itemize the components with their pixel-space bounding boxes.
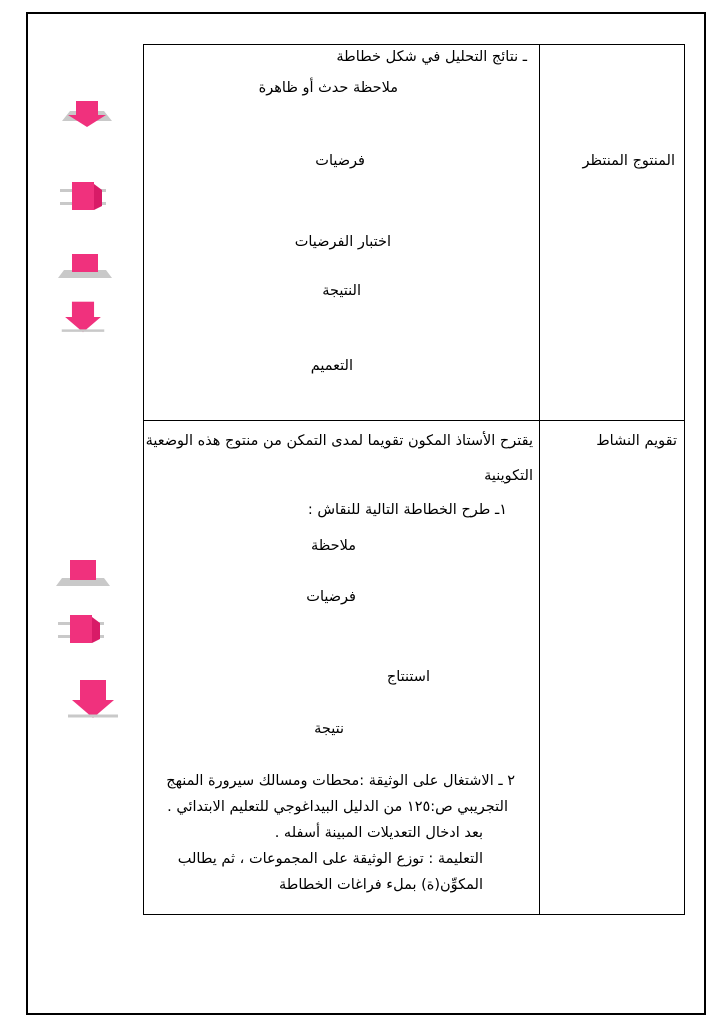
row2-step-conclusion: استنتاج [386, 669, 430, 685]
down-arrow-icon [58, 97, 116, 131]
row2-step-result: نتيجة [314, 721, 344, 737]
row2-intro-line1: يقترح الأستاذ المكون تقويما لمدى التمكن من منتوج هذه الوضعية [145, 433, 533, 449]
row2-step-hypotheses: فرضيات [306, 589, 356, 605]
down-arrow-icon [64, 678, 122, 720]
box-arrow-icon [54, 180, 112, 214]
row2-item1: ١ـ طرح الخطاطة التالية للنقاش : [307, 502, 507, 518]
row1-step-hypotheses: فرضيات [315, 153, 365, 169]
row2-step-observation: ملاحظة [310, 538, 356, 554]
row1-step-generalization: التعميم [310, 358, 353, 374]
row2-item2-line5: المكوِّن(ة) بملء فراغات الخطاطة [279, 877, 483, 893]
row2-item2-line2: التجريبي ص:١٢٥ من الدليل البيداغوجي للتعليم الابتدائي . [167, 799, 508, 815]
row2-item2-line3: بعد ادخال التعديلات المبينة أسفله . [274, 825, 483, 841]
row-divider [143, 420, 685, 421]
row2-item2-line4: التعليمة : توزع الوثيقة على المجموعات ، ثم يطالب [177, 851, 483, 867]
row2-item2-line1: ٢ ـ الاشتغال على الوثيقة :محطات ومسالك سيرورة المنهج [166, 773, 515, 789]
box-arrow-icon [52, 613, 110, 647]
row1-label: المنتوج المنتظر [582, 153, 675, 169]
row2-label: تقويم النشاط [596, 433, 677, 449]
row1-step-result: النتيجة [322, 283, 361, 299]
row2-intro-line2: التكوينية [484, 468, 533, 484]
row1-step-observation: ملاحظة حدث أو ظاهرة [258, 80, 398, 96]
down-arrow-icon [54, 556, 112, 590]
row1-title: ـ نتائج التحليل في شكل خطاطة [336, 49, 527, 65]
column-divider [539, 44, 540, 915]
down-arrow-icon [56, 248, 114, 282]
row1-step-testing: اختبار الفرضيات [294, 234, 391, 250]
down-arrow-icon [54, 300, 112, 334]
